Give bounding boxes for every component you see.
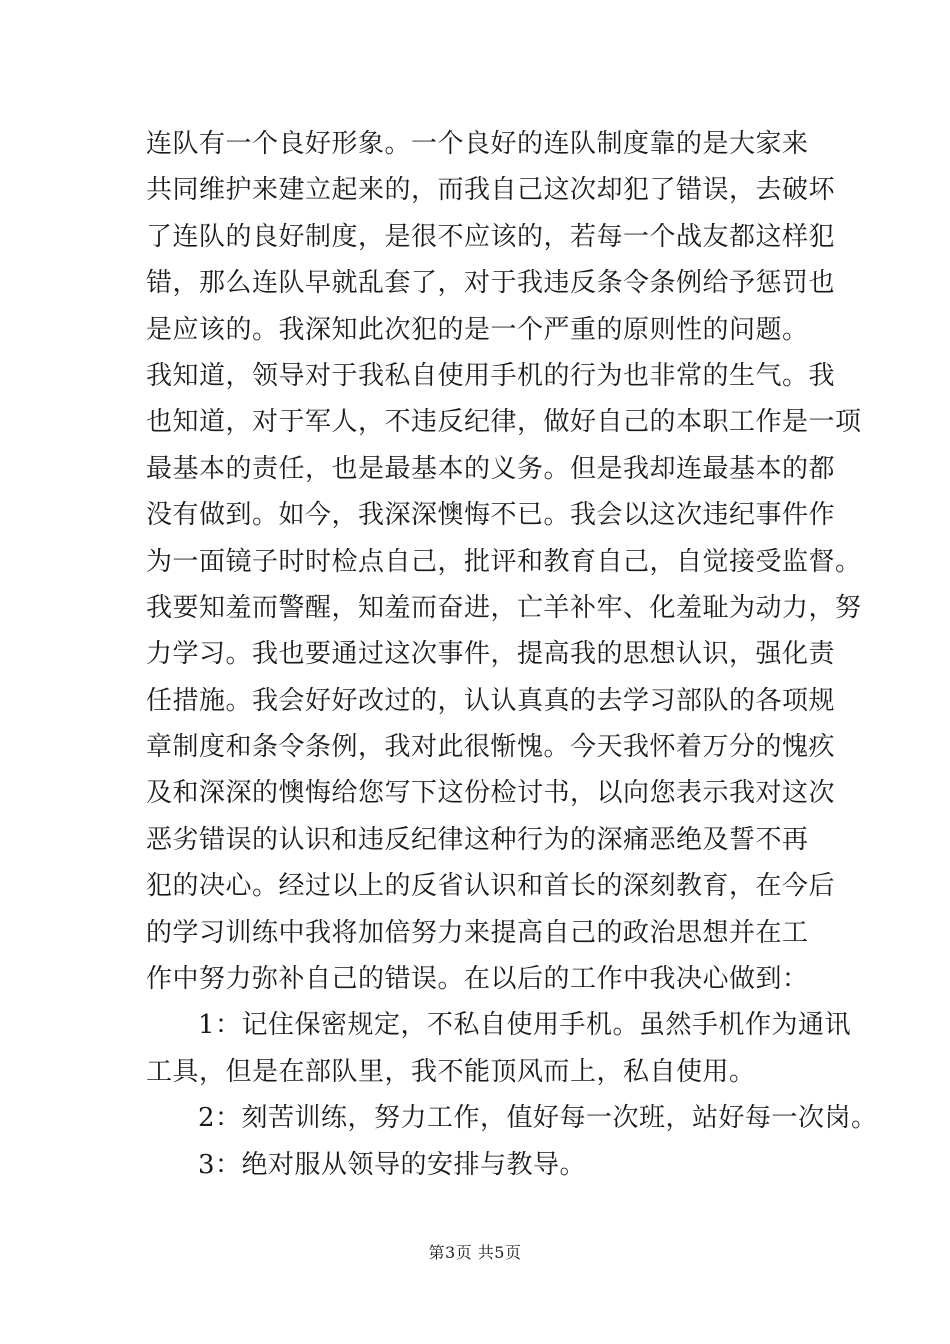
paragraph-line: 我知道，领导对于我私自使用手机的行为也非常的生气。我 [146, 360, 836, 391]
paragraph-line: 力学习。我也要通过这次事件，提高我的思想认识，强化责 [146, 639, 836, 670]
paragraph-line: 章制度和条令条例，我对此很惭愧。今天我怀着万分的愧疚 [146, 732, 836, 763]
paragraph-line: 的学习训练中我将加倍努力来提高自己的政治思想并在工 [146, 917, 809, 948]
paragraph-line: 任措施。我会好好改过的，认认真真的去学习部队的各项规 [146, 685, 836, 716]
resolution-item-3 [146, 1142, 816, 1188]
paragraph-line: 没有做到。如今，我深深懊悔不已。我会以这次违纪事件作 [146, 500, 836, 531]
resolution-item-2 [146, 1095, 878, 1141]
paragraph-line: 我要知羞而警醒，知羞而奋进，亡羊补牢、化羞耻为动力，努 [146, 592, 862, 623]
paragraph-line: 了连队的良好制度，是很不应该的，若每一个战友都这样犯 [146, 221, 836, 252]
paragraph-line: 连队有一个良好形象。一个良好的连队制度靠的是大家来 [146, 129, 809, 159]
paragraph-line: 是应该的。我深知此次犯的是一个严重的原则性的问题。 [146, 314, 809, 345]
paragraph-line: 错，那么连队早就乱套了，对于我违反条令条例给予惩罚也 [146, 268, 836, 299]
list-item-line: 3：绝对服从领导的安排与教导。 [198, 1149, 587, 1180]
list-item-line: 2：刻苦训练，努力工作，值好每一次班，站好每一次岗。 [198, 1103, 878, 1134]
body-paragraph [146, 121, 862, 1002]
paragraph-line: 及和深深的懊悔给您写下这份检讨书，以向您表示我对这次 [146, 778, 836, 809]
paragraph-line: 共同维护来建立起来的，而我自己这次却犯了错误，去破坏 [146, 175, 836, 206]
list-item-line: 工具，但是在部队里，我不能顶风而上，私自使用。 [146, 1056, 756, 1087]
paragraph-line: 也知道，对于军人，不违反纪律，做好自己的本职工作是一项 [146, 407, 862, 438]
paragraph-line: 为一面镜子时时检点自己，批评和教育自己，自觉接受监督。 [146, 546, 862, 577]
resolution-item-1 [146, 1002, 852, 1095]
document-body [146, 121, 878, 1188]
paragraph-line: 犯的决心。经过以上的反省认识和首长的深刻教育，在今后 [146, 871, 836, 902]
page-number-footer: 第3页 共5页 [428, 1243, 522, 1262]
paragraph-line: 恶劣错误的认识和违反纪律这种行为的深痛恶绝及誓不再 [146, 824, 809, 855]
paragraph-line: 最基本的责任，也是最基本的义务。但是我却连最基本的都 [146, 453, 836, 484]
paragraph-line: 作中努力弥补自己的错误。在以后的工作中我决心做到： [146, 964, 809, 995]
list-item-line: 1：记住保密规定，不私自使用手机。虽然手机作为通讯 [198, 1010, 852, 1041]
